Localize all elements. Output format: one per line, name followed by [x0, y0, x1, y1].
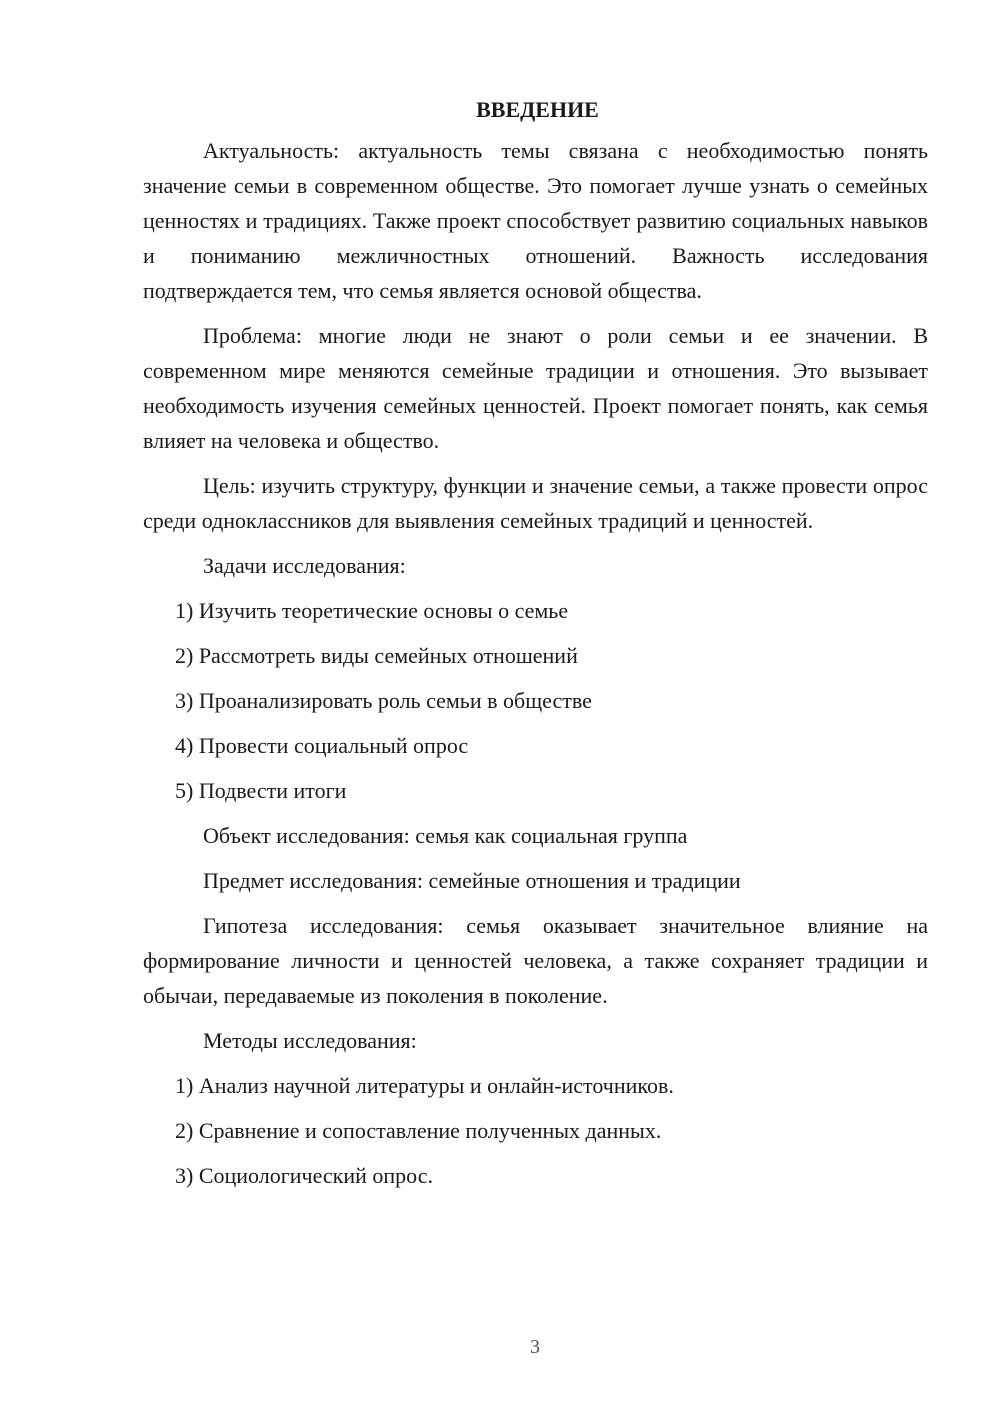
task-item: 1) Изучить теоретические основы о семье: [175, 598, 569, 623]
method-item: 3) Социологический опрос.: [175, 1163, 433, 1188]
relevance-paragraph: Актуальность: актуальность темы связана с необходимостью понять значение семьи в современном обществе. Это помогает лучше узнать о семейных ценностях и традициях. Также проект способствует развитию социальных навыков и пониманию межличностных отношений. Важность исследования подтверждается тем, что семья является основой общества.: [143, 138, 928, 303]
goal-paragraph: Цель: изучить структуру, функции и значение семьи, а также провести опрос среди одноклассников для выявления семейных традиций и ценностей.: [143, 473, 928, 533]
task-item: 5) Подвести итоги: [175, 778, 347, 803]
research-object: Объект исследования: семья как социальная группа: [203, 823, 688, 848]
section-title: ВВЕДЕНИЕ: [476, 97, 599, 122]
tasks-list: [143, 593, 928, 808]
task-item: 2) Рассмотреть виды семейных отношений: [175, 643, 578, 668]
research-subject: Предмет исследования: семейные отношения и традиции: [203, 868, 741, 893]
tasks-heading: Задачи исследования:: [203, 553, 406, 578]
hypothesis-paragraph: Гипотеза исследования: семья оказывает значительное влияние на формирование личности и ценностей человека, а также сохраняет традиции и обычаи, передаваемые из поколения в поколение.: [143, 913, 928, 1008]
methods-heading: Методы исследования:: [203, 1028, 417, 1053]
task-item: 4) Провести социальный опрос: [175, 733, 469, 758]
method-item: 1) Анализ научной литературы и онлайн-источников.: [175, 1073, 674, 1098]
method-item: 2) Сравнение и сопоставление полученных данных.: [175, 1118, 662, 1143]
task-item: 3) Проанализировать роль семьи в обществе: [175, 688, 592, 713]
problem-paragraph: Проблема: многие люди не знают о роли семьи и ее значении. В современном мире меняются семейные традиции и отношения. Это вызывает необходимость изучения семейных ценностей. Проект помогает понять, как семья влияет на человека и общество.: [143, 323, 928, 453]
methods-list: [143, 1068, 928, 1193]
page-number: 3: [530, 1336, 540, 1358]
